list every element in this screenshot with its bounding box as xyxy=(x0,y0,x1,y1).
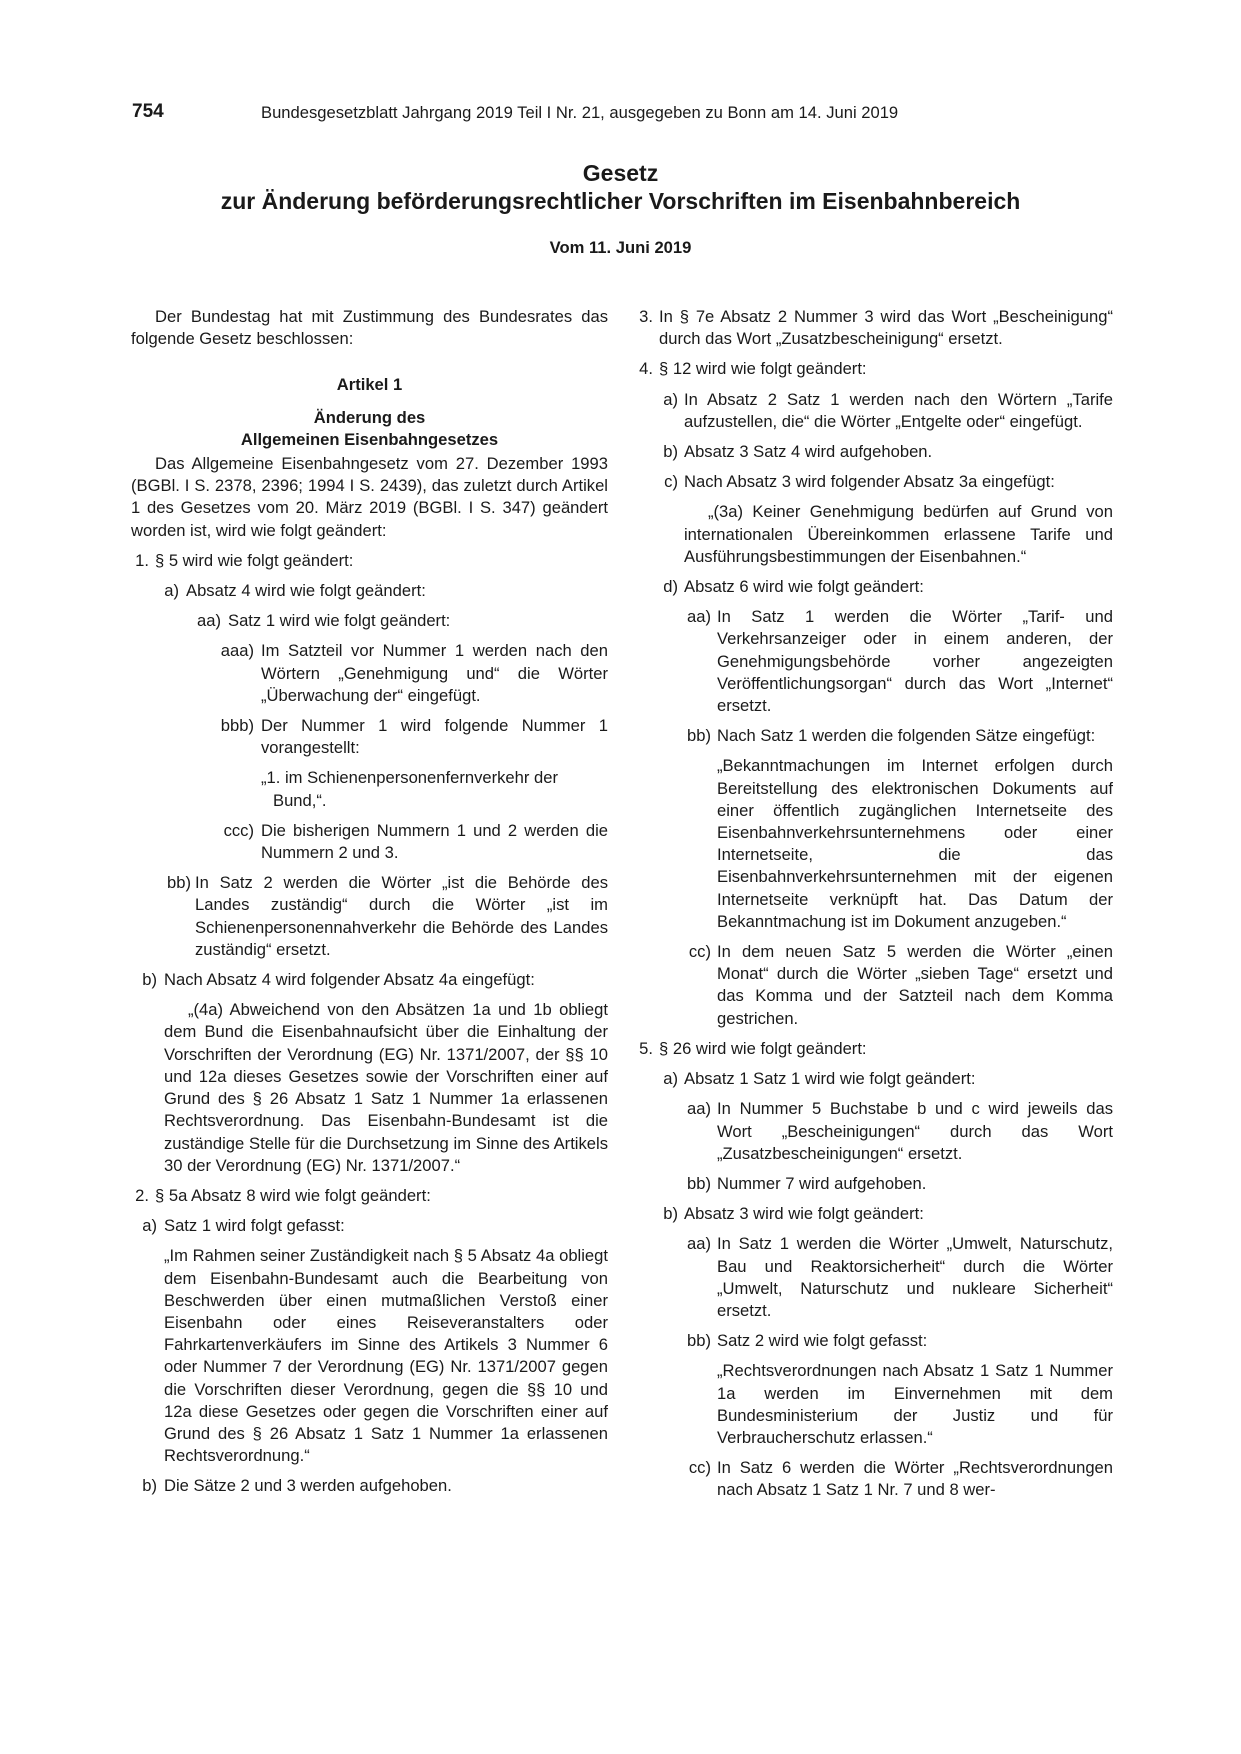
law-subtitle: zur Änderung beförderungsrechtlicher Vorschriften im Eisenbahnbereich xyxy=(220,188,1021,214)
list-item xyxy=(131,550,608,572)
law-date: Vom 11. Juni 2019 xyxy=(549,238,692,257)
list-item xyxy=(131,580,608,602)
list-item xyxy=(635,389,1113,433)
list-item xyxy=(635,441,1113,463)
item-label: bb) xyxy=(687,1173,711,1193)
item-text: Nach Absatz 4 wird folgender Absatz 4a eingefügt: xyxy=(164,970,535,990)
item-label: ccc) xyxy=(223,820,254,840)
item-text: In § 7e Absatz 2 Nummer 3 wird das Wort „Bescheinigung“ durch das Wort „Zusatzbescheinigung“ ersetzt. xyxy=(659,307,1113,349)
item-label: aaa) xyxy=(220,641,254,661)
item-text: Absatz 1 Satz 1 wird wie folgt geändert: xyxy=(684,1069,976,1089)
item-text: Absatz 4 wird wie folgt geändert: xyxy=(186,581,426,601)
item-text: Der Nummer 1 wird folgende Nummer 1 vorangestellt: xyxy=(261,716,608,758)
item-label: a) xyxy=(142,1216,157,1236)
item-label: a) xyxy=(164,581,179,601)
list-item xyxy=(635,576,1113,598)
item-label: aa) xyxy=(687,1234,711,1254)
item-text: In Satz 6 werden die Wörter „Rechtsverordnungen nach Absatz 1 Satz 1 Nr. 7 und 8 wer- xyxy=(717,1458,1113,1500)
list-item xyxy=(635,1068,1113,1090)
item-label: bb) xyxy=(167,873,191,893)
list-item xyxy=(635,1330,1113,1352)
item-text: Absatz 3 wird wie folgt geändert: xyxy=(684,1204,924,1224)
quote-text: „Rechtsverordnungen nach Absatz 1 Satz 1 Nummer 1a werden im Einvernehmen mit dem Bundesministerium der Justiz und für Verbraucherschutz erlassen.“ xyxy=(717,1361,1113,1447)
item-text: Satz 2 wird wie folgt gefasst: xyxy=(717,1331,928,1351)
list-item xyxy=(635,471,1113,493)
item-label: aa) xyxy=(687,607,711,627)
list-item xyxy=(635,606,1113,717)
left-column xyxy=(131,306,608,1498)
item-label: 2. xyxy=(135,1185,149,1205)
quote-block xyxy=(131,999,608,1177)
article-heading-1: Änderung des xyxy=(313,407,426,427)
list-item xyxy=(635,1203,1113,1225)
item-label: a) xyxy=(663,389,678,409)
list-item xyxy=(131,715,608,759)
list-item xyxy=(635,1173,1113,1195)
item-label: bb) xyxy=(687,1331,711,1351)
item-text: In Absatz 2 Satz 1 werden nach den Wörtern „Tarife aufzustellen, die“ die Wörter „Entgelte oder“ eingefügt. xyxy=(684,389,1113,431)
list-item xyxy=(131,1215,608,1237)
item-text: Die bisherigen Nummern 1 und 2 werden die Nummern 2 und 3. xyxy=(261,820,608,863)
item-label: aa) xyxy=(687,1099,711,1119)
list-item xyxy=(635,1098,1113,1165)
item-text: In Nummer 5 Buchstabe b und c wird jeweils das Wort „Bescheinigungen“ durch das Wort „Zusatzbescheinigungen“ ersetzt. xyxy=(717,1099,1113,1163)
article-label: Artikel 1 xyxy=(336,375,403,395)
quote-text: „1. im Schienenpersonenfernverkehr der Bund,“. xyxy=(261,768,559,810)
item-text: Nach Satz 1 werden die folgenden Sätze eingefügt: xyxy=(717,726,1096,746)
item-text: Die Sätze 2 und 3 werden aufgehoben. xyxy=(164,1476,452,1496)
quote-text: „Im Rahmen seiner Zuständigkeit nach § 5 Absatz 4a obliegt dem Eisenbahn-Bundesamt auch die Bearbeitung von Beschwerden über einen mutmaßlichen Verstoß einer Eisenbahn oder eines Reiseveranstalters oder Fahrkartenverkäufers im Sinne des Artikels 3 Nummer 6 oder Nummer 7 der Verordnung (EG) Nr. 1371/2007 gegen die Vorschriften dieser Verordnung, gegen die §§ 10 und 12a diese Gesetzes oder gegen die Vorschriften einer auf Grund des § 26 Absatz 1 Satz 1 Nummer 1a erlassenen Rechtsverordnung.“ xyxy=(164,1246,608,1466)
item-text: Absatz 3 Satz 4 wird aufgehoben. xyxy=(684,442,933,462)
item-text: § 12 wird wie folgt geändert: xyxy=(659,359,867,379)
item-text: Satz 1 wird wie folgt geändert: xyxy=(228,611,451,631)
list-item xyxy=(635,941,1113,1030)
list-item xyxy=(131,1475,608,1497)
item-label: cc) xyxy=(688,1458,711,1478)
quote-block xyxy=(635,755,1113,933)
list-item xyxy=(131,872,608,961)
item-label: bb) xyxy=(687,726,711,746)
article-intro: Das Allgemeine Eisenbahngesetz vom 27. Dezember 1993 (BGBl. I S. 2378, 2396; 1994 I S. 2439), das zuletzt durch Artikel 1 des Gesetzes vom 20. März 2019 (BGBl. I S. 347) geändert worden ist, wird wie folgt geändert: xyxy=(131,454,608,540)
item-label: b) xyxy=(663,1204,678,1224)
list-item xyxy=(635,1457,1113,1501)
quote-text: „(3a) Keiner Genehmigung bedürfen auf Grund von internationalen Übereinkommen erlassene Tarife und Ausführungsbestimmungen der Eisenbahnen.“ xyxy=(684,502,1113,566)
list-item xyxy=(131,969,608,991)
item-label: b) xyxy=(142,970,157,990)
list-item xyxy=(635,306,1113,350)
item-label: 3. xyxy=(639,307,653,326)
item-label: b) xyxy=(142,1476,157,1496)
item-text: Nach Absatz 3 wird folgender Absatz 3a eingefügt: xyxy=(684,472,1055,492)
list-item xyxy=(131,820,608,864)
law-title: Gesetz xyxy=(582,160,659,186)
item-text: Nummer 7 wird aufgehoben. xyxy=(717,1173,927,1193)
item-text: Satz 1 wird folgt gefasst: xyxy=(164,1216,345,1236)
list-item xyxy=(131,1185,608,1207)
article-heading-2: Allgemeinen Eisenbahngesetzes xyxy=(240,429,499,449)
item-text: In Satz 1 werden die Wörter „Tarif- und Verkehrsanzeiger oder in einem anderen, der Genehmigungsbehörde vorher angezeigten Veröffentlichungsorgan“ durch das Wort „Internet“ ersetzt. xyxy=(717,607,1113,716)
item-label: 5. xyxy=(639,1038,653,1058)
item-text: § 5a Absatz 8 wird wie folgt geändert: xyxy=(155,1185,431,1205)
quote-block xyxy=(635,501,1113,568)
page-number: 754 xyxy=(132,101,164,122)
list-item xyxy=(131,610,608,632)
item-text: In Satz 2 werden die Wörter „ist die Behörde des Landes zuständig“ durch die Wörter „ist im Schienenpersonennahverkehr die Behörde des Landes zuständig“ ersetzt. xyxy=(195,873,608,959)
item-label: b) xyxy=(663,442,678,462)
item-text: In dem neuen Satz 5 werden die Wörter „einen Monat“ durch die Wörter „sieben Tage“ ersetzt und das Komma und der Satzteil nach dem Komma gestrichen. xyxy=(717,942,1113,1028)
quote-block xyxy=(635,1360,1113,1449)
item-label: cc) xyxy=(688,942,711,962)
item-label: 4. xyxy=(639,359,653,379)
right-column xyxy=(635,306,1113,1502)
item-label: aa) xyxy=(197,611,221,631)
preamble: Der Bundestag hat mit Zustimmung des Bundesrates das folgende Gesetz beschlossen: xyxy=(131,307,608,349)
quote-block xyxy=(131,767,608,811)
quote-text: „Bekanntmachungen im Internet erfolgen durch Bereitstellung des elektronischen Dokuments auf einer öffentlich zugänglichen Internetseite des Eisenbahnverkehrsunternehmens oder einer Internetseite, die das Eisenbahnverkehrsunternehmen mit der eigenen Internetseite verknüpft hat. Das Datum der Bekanntmachung ist im Dokument anzugeben.“ xyxy=(717,756,1113,931)
item-label: c) xyxy=(664,472,678,492)
item-label: bbb) xyxy=(220,716,254,736)
item-text: § 26 wird wie folgt geändert: xyxy=(659,1038,867,1058)
list-item xyxy=(635,358,1113,380)
item-label: 1. xyxy=(135,550,149,570)
item-label: d) xyxy=(663,577,678,597)
quote-block xyxy=(131,1245,608,1467)
item-text: Absatz 6 wird wie folgt geändert: xyxy=(684,577,924,597)
item-text: In Satz 1 werden die Wörter „Umwelt, Naturschutz, Bau und Reaktorsicherheit“ durch die Wörter „Umwelt, Naturschutz und nukleare Sicherheit“ ersetzt. xyxy=(717,1234,1113,1320)
publication-header: Bundesgesetzblatt Jahrgang 2019 Teil I Nr. 21, ausgegeben zu Bonn am 14. Juni 2019 xyxy=(261,103,899,122)
item-text: Im Satzteil vor Nummer 1 werden nach den Wörtern „Genehmigung und“ die Wörter „Überwachung der“ eingefügt. xyxy=(261,641,608,705)
quote-text: „(4a) Abweichend von den Absätzen 1a und 1b obliegt dem Bund die Eisenbahnaufsicht über die Einhaltung der Vorschriften der Verordnung (EG) Nr. 1371/2007, der §§ 10 und 12a dieses Gesetzes sowie der Vorschriften einer auf Grund des § 26 Absatz 1 Satz 1 Nummer 1a erlassenen Rechtsverordnung. Das Eisenbahn-Bundesamt ist die zuständige Stelle für die Durchsetzung im Sinne des Artikels 30 der Verordnung (EG) Nr. 1371/2007.“ xyxy=(164,1000,608,1175)
list-item xyxy=(131,640,608,707)
list-item xyxy=(635,1233,1113,1322)
list-item xyxy=(635,725,1113,747)
list-item xyxy=(635,1038,1113,1060)
item-label: a) xyxy=(663,1069,678,1089)
item-text: § 5 wird wie folgt geändert: xyxy=(155,550,354,570)
